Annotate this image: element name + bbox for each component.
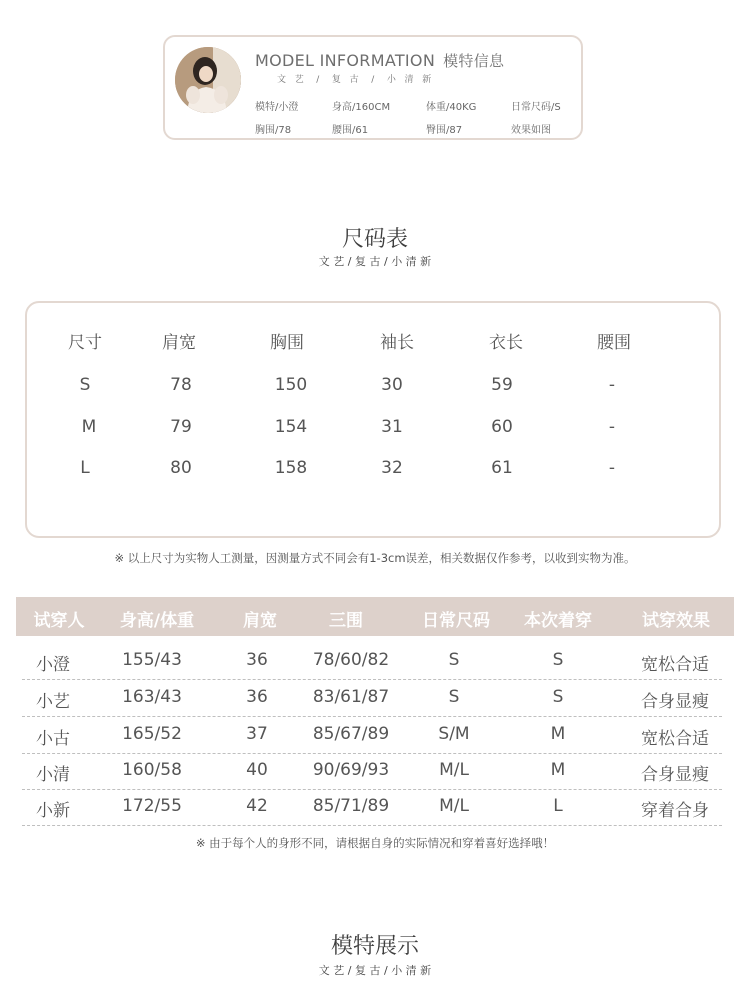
- tryon-row: [22, 717, 722, 754]
- size-chart-title: 尺码表: [341, 227, 408, 252]
- model-info-card: [163, 35, 583, 140]
- size-header: 尺寸: [68, 333, 102, 353]
- tryon-cell: 42: [246, 796, 268, 816]
- tryon-table-header: [16, 597, 734, 636]
- size-cell: 158: [274, 458, 308, 478]
- size-header: 袖长: [380, 333, 414, 353]
- model-display-subtitle: 文 艺 / 复 古 / 小 清 新: [318, 964, 432, 977]
- size-table: [25, 301, 721, 538]
- tryon-header-cell: 日常尺码: [422, 611, 490, 631]
- size-cell: -: [608, 417, 616, 437]
- model-effect: 效果如图: [511, 125, 551, 136]
- tryon-cell: 85/67/89: [312, 724, 390, 744]
- model-photo-icon: [175, 47, 241, 113]
- model-weight: 体重/40KG: [426, 102, 477, 113]
- model-info-subtitle: 文 艺 / 复 古 / 小 清 新: [277, 75, 433, 85]
- tryon-cell: 83/61/87: [312, 687, 390, 707]
- tryon-cell: 163/43: [122, 687, 182, 707]
- size-cell: 31: [381, 417, 403, 437]
- tryon-header-cell: 三围: [329, 611, 363, 631]
- tryon-cell: 小澄: [36, 655, 70, 675]
- model-display-title: 模特展示: [330, 934, 419, 959]
- size-chart-subtitle: 文 艺 / 复 古 / 小 清 新: [318, 255, 432, 268]
- model-avatar: [175, 47, 241, 113]
- size-header: 胸围: [270, 333, 304, 353]
- tryon-cell: S: [448, 687, 460, 707]
- tryon-header-cell: 试穿效果: [642, 611, 710, 631]
- size-cell: S: [79, 375, 91, 395]
- size-cell: 78: [170, 375, 192, 395]
- tryon-cell: 36: [246, 650, 268, 670]
- model-info-title: [255, 50, 504, 71]
- tryon-note: ※ 由于每个人的身形不同，请根据自身的实际情况和穿着喜好选择哦！: [195, 836, 555, 850]
- tryon-cell: 36: [246, 687, 268, 707]
- size-cell: 79: [170, 417, 192, 437]
- tryon-cell: S: [448, 650, 460, 670]
- tryon-header-cell: 身高/体重: [119, 611, 195, 631]
- size-header: 肩宽: [162, 333, 196, 353]
- model-bust: 胸围/78: [255, 125, 292, 136]
- size-cell: -: [608, 458, 616, 478]
- size-cell: 32: [381, 458, 403, 478]
- tryon-cell: 160/58: [122, 760, 182, 780]
- tryon-cell: M: [550, 724, 566, 744]
- tryon-cell: 穿着合身: [641, 801, 709, 821]
- tryon-cell: M/L: [439, 796, 469, 816]
- tryon-cell: 155/43: [122, 650, 182, 670]
- tryon-cell: 165/52: [122, 724, 182, 744]
- size-cell: 61: [491, 458, 513, 478]
- tryon-cell: 小艺: [36, 692, 70, 712]
- size-header: 衣长: [489, 333, 523, 353]
- tryon-cell: 40: [246, 760, 268, 780]
- tryon-cell: 78/60/82: [312, 650, 390, 670]
- tryon-row: [22, 680, 722, 717]
- tryon-header-cell: 试穿人: [33, 611, 85, 631]
- model-height: 身高/160CM: [332, 102, 391, 113]
- size-cell: 60: [491, 417, 513, 437]
- tryon-cell: M/L: [439, 760, 469, 780]
- tryon-row: [22, 789, 722, 826]
- size-cell: M: [81, 417, 97, 437]
- tryon-cell: M: [550, 760, 566, 780]
- tryon-cell: 85/71/89: [312, 796, 390, 816]
- size-note: ※ 以上尺寸为实物人工测量，因测量方式不同会有1-3cm误差，相关数据仅作参考，以收到实物为准。: [114, 551, 636, 565]
- size-header: 腰围: [597, 333, 631, 353]
- model-info-title-en: MODEL INFORMATION: [255, 51, 436, 70]
- tryon-cell: 小新: [36, 801, 70, 821]
- tryon-header-cell: 本次着穿: [524, 611, 592, 631]
- size-cell: 150: [274, 375, 308, 395]
- size-cell: 30: [381, 375, 403, 395]
- tryon-cell: 合身显瘦: [641, 765, 709, 785]
- model-info-title-cn: 模特信息: [443, 52, 505, 70]
- model-name: 模特/小澄: [255, 102, 299, 113]
- tryon-cell: 合身显瘦: [641, 692, 709, 712]
- tryon-cell: 宽松合适: [641, 729, 709, 749]
- model-daily-size: 日常尺码/S: [511, 102, 561, 113]
- model-waist: 腰围/61: [332, 125, 369, 136]
- tryon-cell: 宽松合适: [641, 655, 709, 675]
- tryon-cell: S/M: [438, 724, 470, 744]
- size-cell: -: [608, 375, 616, 395]
- size-cell: 80: [170, 458, 192, 478]
- model-hip: 臀围/87: [426, 125, 463, 136]
- size-cell: 154: [274, 417, 308, 437]
- tryon-cell: 37: [246, 724, 268, 744]
- tryon-row: [22, 643, 722, 680]
- tryon-cell: L: [553, 796, 563, 816]
- tryon-row: [22, 753, 722, 790]
- size-cell: L: [80, 458, 90, 478]
- size-cell: 59: [491, 375, 513, 395]
- tryon-cell: 90/69/93: [312, 760, 390, 780]
- tryon-cell: 172/55: [122, 796, 182, 816]
- tryon-cell: S: [552, 687, 564, 707]
- tryon-header-cell: 肩宽: [243, 611, 277, 631]
- tryon-cell: 小古: [36, 729, 70, 749]
- tryon-cell: 小清: [36, 765, 70, 785]
- tryon-cell: S: [552, 650, 564, 670]
